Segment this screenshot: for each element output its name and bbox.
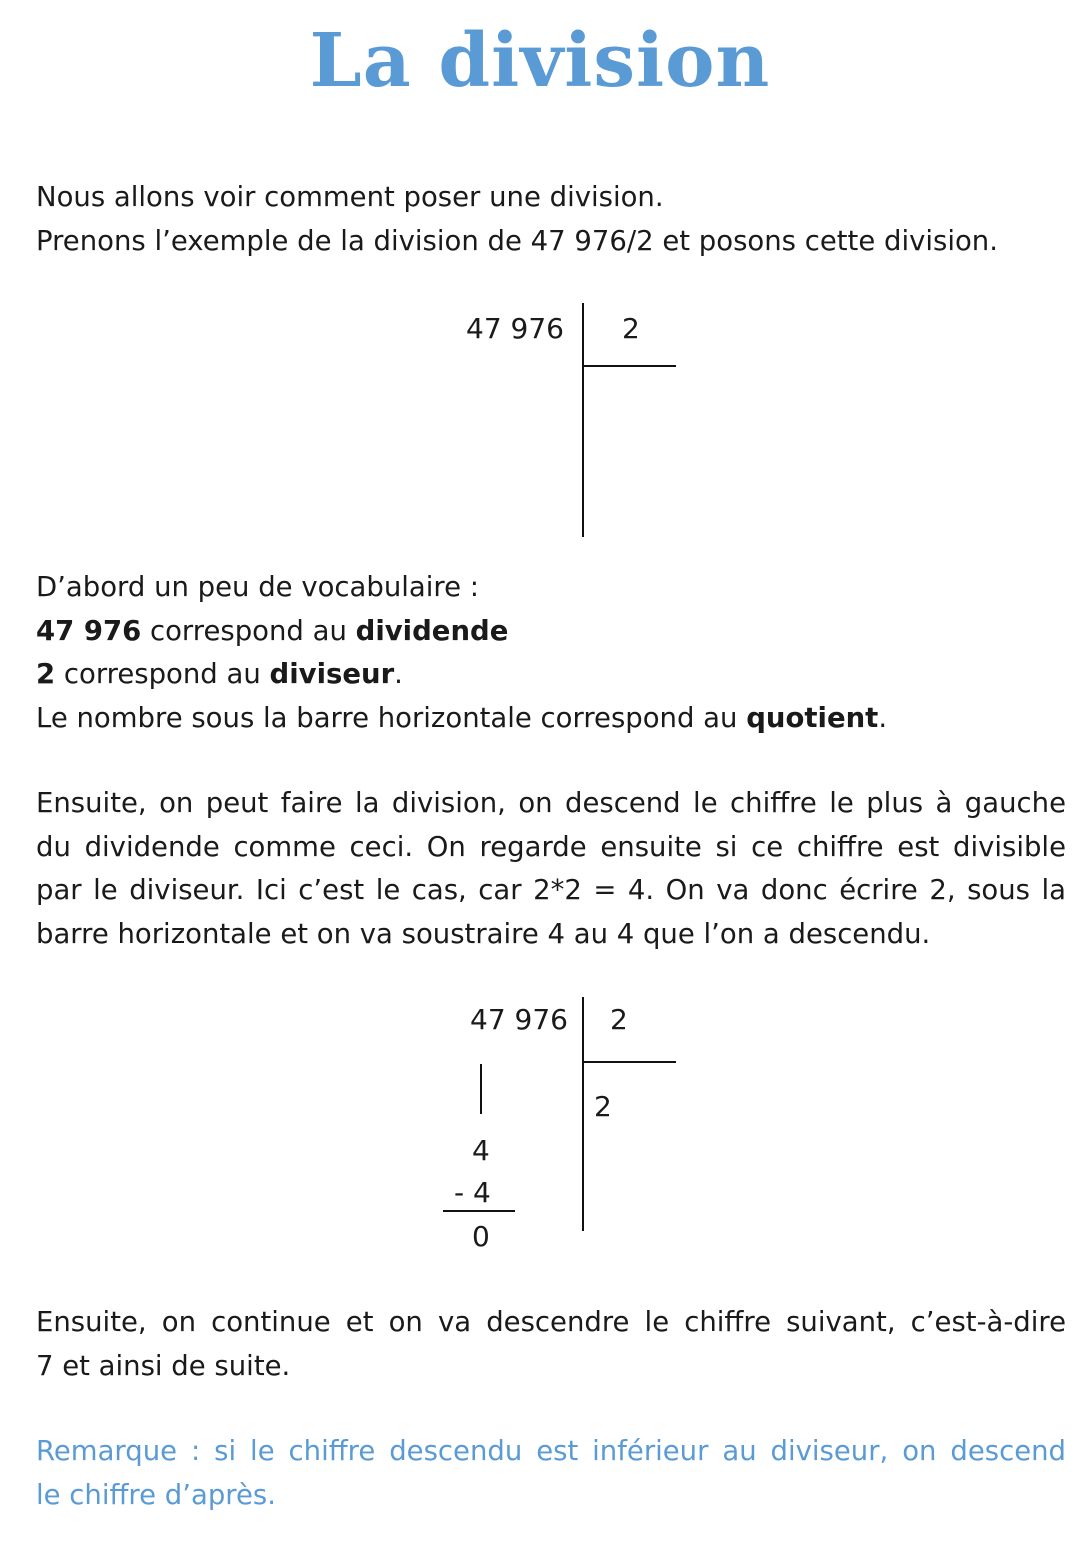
vocab-line-2: 2 correspond au diviseur. (36, 658, 403, 690)
vocab-line-1: 47 976 correspond au dividende (36, 614, 509, 647)
intro-line-2: Prenons l’exemple de la division de 47 976/2 et posons cette division. (36, 224, 998, 257)
vocab-dividend-value: 47 976 (36, 614, 142, 647)
continue-line-1: Ensuite, on continue et on va descendre le chiffre suivant, c’est-à-dire (36, 1306, 1066, 1338)
diagram2-brought-down-digit: 4 (472, 1134, 490, 1167)
diagram1-dividend: 47 976 (466, 312, 564, 345)
diagram2-subtraction-bar (443, 1210, 515, 1212)
continue-paragraph (36, 1301, 1066, 1388)
diagram2-vertical-bar (582, 997, 584, 1231)
intro-paragraph (36, 176, 1066, 263)
intro-line-1: Nous allons voir comment poser une division. (36, 181, 664, 213)
vocab-divisor-term: diviseur (269, 658, 395, 690)
diagram2-horizontal-bar (584, 1061, 676, 1063)
diagram2-remainder: 0 (472, 1220, 490, 1253)
diagram1-divisor: 2 (622, 312, 640, 345)
diagram1-horizontal-bar (584, 365, 676, 367)
diagram2-bring-down-line (480, 1064, 482, 1114)
diagram2-subtracted: - 4 (454, 1176, 491, 1209)
vocabulary-paragraph (36, 566, 1066, 740)
diagram2-divisor: 2 (610, 1003, 628, 1036)
vocab-quotient-term: quotient (746, 701, 879, 734)
explanation-paragraph (36, 782, 1066, 956)
explain-line-3: par le diviseur. Ici c’est le cas, car 2*2 = 4. On va donc écrire 2, sous la (36, 874, 1066, 906)
explain-line-1: Ensuite, on peut faire la division, on descend le chiffre le plus à gauche (36, 787, 1066, 819)
page-title: La division (309, 18, 771, 104)
continue-line-2: 7 et ainsi de suite. (36, 1349, 291, 1382)
vocab-heading: D’abord un peu de vocabulaire : (36, 571, 480, 603)
explain-line-2: du dividende comme ceci. On regarde ensuite si ce chiffre est divisible (36, 830, 1066, 863)
vocab-divisor-value: 2 (36, 658, 56, 690)
diagram1-vertical-bar (582, 303, 584, 537)
diagram2-dividend: 47 976 (470, 1003, 568, 1036)
vocab-dividend-term: dividende (355, 614, 509, 647)
diagram2-quotient: 2 (594, 1090, 612, 1123)
vocab-line-3: Le nombre sous la barre horizontale correspond au quotient. (36, 701, 888, 734)
remark-line-2: le chiffre d’après. (36, 1478, 276, 1511)
remark-paragraph (36, 1430, 1066, 1517)
remark-line-1: Remarque : si le chiffre descendu est inférieur au diviseur, on descend (36, 1435, 1066, 1467)
explain-line-4: barre horizontale et on va soustraire 4 au 4 que l’on a descendu. (36, 917, 931, 950)
